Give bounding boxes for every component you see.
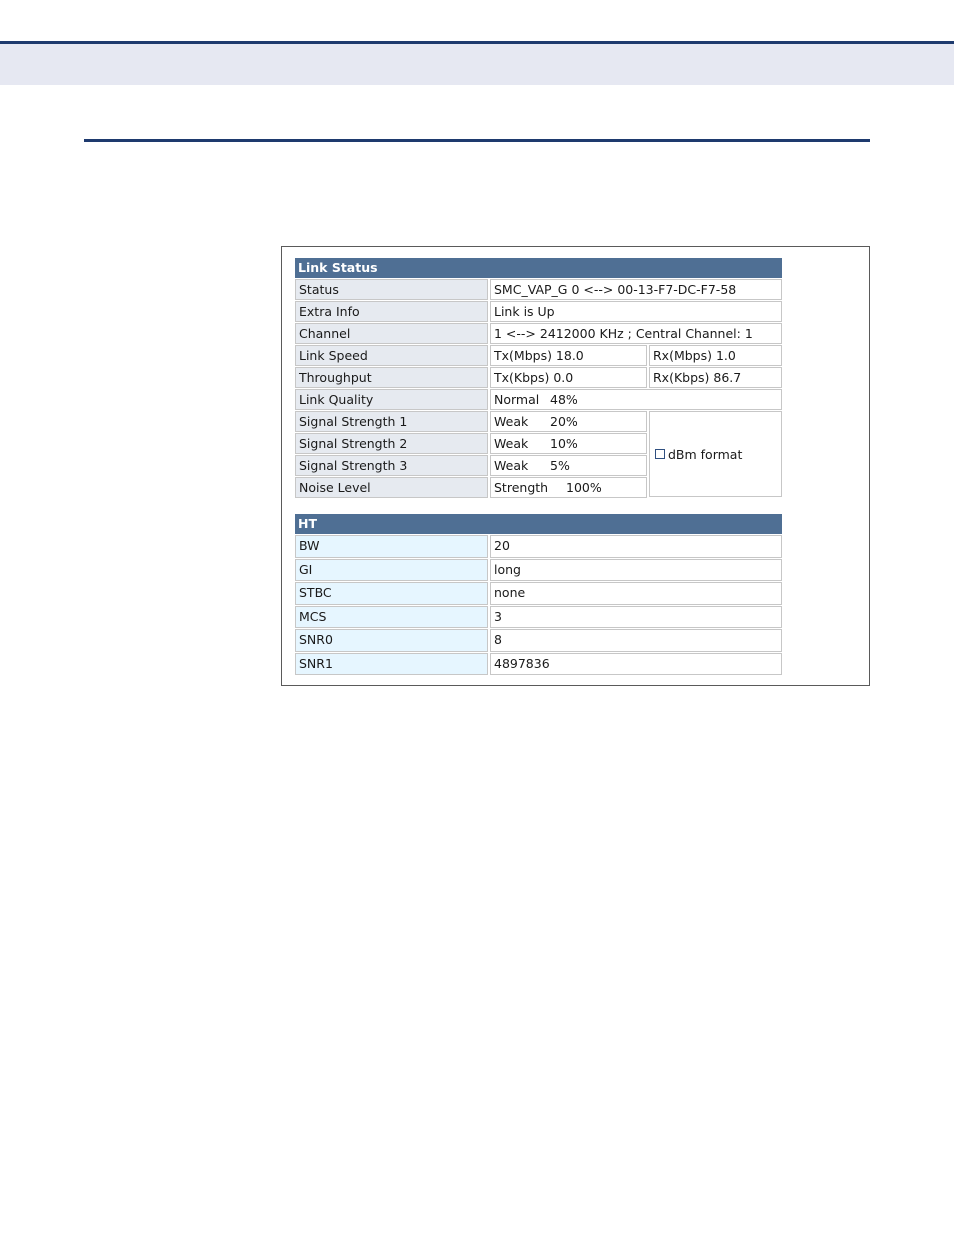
stbc-value: none xyxy=(490,582,782,605)
link-speed-tx: Tx(Mbps) 18.0 xyxy=(490,345,647,366)
mcs-label: MCS xyxy=(295,606,488,629)
link-status-panel xyxy=(295,258,782,498)
signal-3-label: Signal Strength 3 xyxy=(295,455,488,476)
table-row xyxy=(295,652,782,676)
extra-info-row xyxy=(295,300,782,322)
ht-panel xyxy=(295,514,782,675)
link-quality-value xyxy=(490,389,782,410)
channel-label: Channel xyxy=(295,323,488,344)
status-row xyxy=(295,278,782,300)
link-quality-percent: 48% xyxy=(550,392,578,407)
channel-row xyxy=(295,322,782,344)
bw-value: 20 xyxy=(490,535,782,558)
throughput-row xyxy=(295,366,782,388)
dbm-format-checkbox[interactable] xyxy=(655,449,665,459)
signal-2-value xyxy=(490,433,647,454)
table-row xyxy=(295,534,782,558)
link-speed-row xyxy=(295,344,782,366)
extra-info-label: Extra Info xyxy=(295,301,488,322)
link-speed-rx: Rx(Mbps) 1.0 xyxy=(649,345,782,366)
noise-percent: 100% xyxy=(566,480,602,495)
table-row xyxy=(295,581,782,605)
noise-word: Strength xyxy=(494,480,549,495)
throughput-rx: Rx(Kbps) 86.7 xyxy=(649,367,782,388)
signal-3-word: Weak xyxy=(494,458,529,473)
signal-1-label: Signal Strength 1 xyxy=(295,411,488,432)
link-quality-row xyxy=(295,388,782,410)
status-label: Status xyxy=(295,279,488,300)
signal-1-word: Weak xyxy=(494,414,529,429)
signal-block xyxy=(295,410,782,498)
link-status-header: Link Status xyxy=(295,258,782,278)
snr0-label: SNR0 xyxy=(295,629,488,652)
throughput-label: Throughput xyxy=(295,367,488,388)
signal-2-label: Signal Strength 2 xyxy=(295,433,488,454)
signal-1-percent: 20% xyxy=(550,414,578,429)
section-rule xyxy=(84,139,870,142)
signal-2-word: Weak xyxy=(494,436,529,451)
signal-1-value xyxy=(490,411,647,432)
signal-3-percent: 5% xyxy=(550,458,570,473)
throughput-tx: Tx(Kbps) 0.0 xyxy=(490,367,647,388)
dbm-format-option[interactable] xyxy=(649,411,782,497)
gi-label: GI xyxy=(295,559,488,582)
channel-value: 1 <--> 2412000 KHz ; Central Channel: 1 xyxy=(490,323,782,344)
ht-header: HT xyxy=(295,514,782,534)
extra-info-value: Link is Up xyxy=(490,301,782,322)
table-row xyxy=(295,558,782,582)
signal-2-percent: 10% xyxy=(550,436,578,451)
noise-value xyxy=(490,477,647,498)
bw-label: BW xyxy=(295,535,488,558)
status-value: SMC_VAP_G 0 <--> 00-13-F7-DC-F7-58 xyxy=(490,279,782,300)
snr0-value: 8 xyxy=(490,629,782,652)
signal-3-value xyxy=(490,455,647,476)
link-quality-word: Normal xyxy=(494,392,540,407)
mcs-value: 3 xyxy=(490,606,782,629)
table-row xyxy=(295,605,782,629)
snr1-label: SNR1 xyxy=(295,653,488,676)
link-quality-label: Link Quality xyxy=(295,389,488,410)
dbm-format-label: dBm format xyxy=(668,446,743,462)
table-row xyxy=(295,628,782,652)
stbc-label: STBC xyxy=(295,582,488,605)
screenshot-frame xyxy=(281,246,870,686)
gi-value: long xyxy=(490,559,782,582)
noise-label: Noise Level xyxy=(295,477,488,498)
link-speed-label: Link Speed xyxy=(295,345,488,366)
page-header-band xyxy=(0,41,954,85)
snr1-value: 4897836 xyxy=(490,653,782,676)
